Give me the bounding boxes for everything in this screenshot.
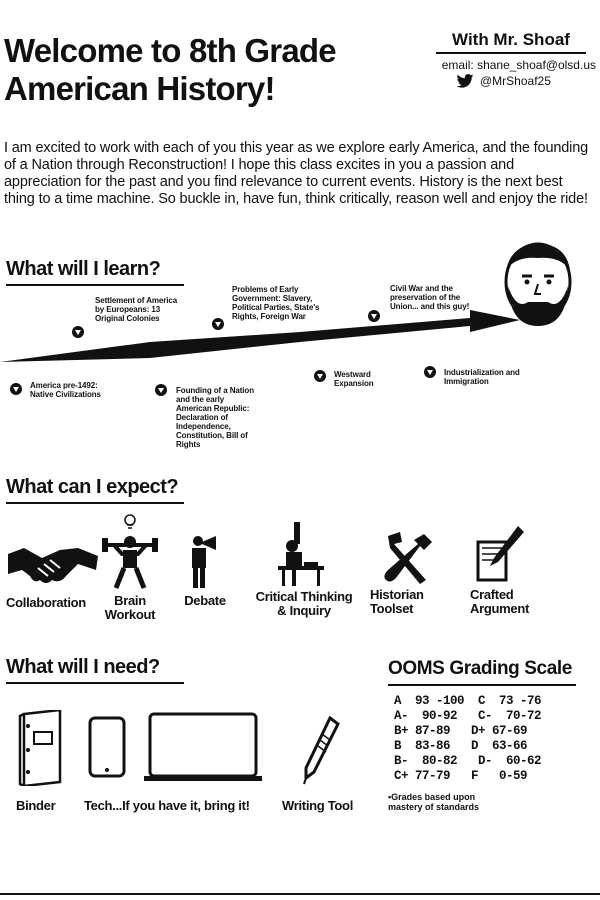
student-raising-hand-icon [278, 522, 324, 586]
timeline-marker-icon [72, 326, 84, 338]
title-line-1: Welcome to 8th Grade [4, 32, 336, 69]
timeline-marker-icon [368, 310, 380, 322]
need-binder: Binder [16, 798, 56, 813]
page-title [4, 32, 414, 108]
expect-crafted-argument: Crafted Argument [470, 587, 529, 616]
pen-paper-icon [476, 524, 526, 584]
lincoln-portrait-icon [488, 240, 588, 330]
megaphone-person-icon [188, 534, 224, 590]
timeline-marker-icon [155, 384, 167, 396]
grade-row: B- 80-82 D- 60-62 [394, 754, 542, 768]
twitter-handle-row [456, 74, 600, 88]
title-line-2: American History! [4, 70, 275, 107]
timeline-item-founding: Founding of a Nation and the early American Republic: Declaration of Independence, Constitution, Bill of Rights [176, 386, 254, 449]
timeline-item-colonies: Settlement of America by Europeans: 13 Original Colonies [95, 296, 178, 323]
grade-row: A- 90-92 C- 70-72 [394, 709, 542, 723]
grading-title: OOMS Grading Scale [388, 658, 572, 679]
grade-row: B+ 87-89 D+ 67-69 [394, 724, 528, 738]
need-heading-underline [6, 682, 184, 684]
intro-paragraph: I am excited to work with each of you this year as we explore early America, and the founding of a Nation through Reconstruction! I hope this class excites in you a passion and appreciation for the past and you find relevance to current events. History is the next best thing to a time machine. So buckle in, have fun, think critically, reason well and enjoy the ride! [4, 140, 589, 207]
grading-underline [388, 684, 576, 686]
expect-heading-underline [6, 502, 184, 504]
teacher-email: email: shane_shoaf@olsd.us [441, 58, 596, 72]
grading-table [394, 694, 541, 784]
twitter-bird-icon [456, 74, 474, 88]
expect-collaboration: Collaboration [6, 595, 86, 610]
learn-heading: What will I learn? [6, 258, 161, 280]
tools-icon [380, 530, 436, 586]
timeline-marker-icon [314, 370, 326, 382]
timeline-item-industrialization: Industrialization and Immigration [444, 368, 520, 386]
timeline-item-westward: Westward Expansion [334, 370, 374, 388]
need-writing-tool: Writing Tool [282, 798, 354, 813]
contact-block [420, 30, 600, 88]
grade-row: C+ 77-79 F 0-59 [394, 769, 528, 783]
grading-note-line-2: mastery of standards [388, 802, 480, 812]
timeline-marker-icon [212, 318, 224, 330]
expect-critical-thinking: Critical Thinking & Inquiry [255, 589, 353, 618]
expect-historian-toolset: Historian Toolset [370, 587, 424, 616]
page-bottom-rule [0, 893, 600, 895]
grade-row: B 83-86 D 63-66 [394, 739, 528, 753]
timeline-item-early-government: Problems of Early Government: Slavery, Political Parties, State's Rights, Foreign War [232, 285, 320, 321]
weightlifter-icon [102, 512, 158, 592]
expect-heading: What can I expect? [6, 476, 179, 498]
expect-brain-workout: Brain Workout [104, 593, 156, 622]
pencil-icon [300, 716, 340, 786]
handshake-icon [8, 540, 98, 590]
teacher-name: With Mr. Shoaf [436, 30, 586, 54]
grading-note-line-1: •Grades based upon [388, 792, 476, 802]
twitter-handle: @MrShoaf25 [480, 74, 551, 88]
binder-icon [18, 710, 66, 786]
timeline-item-pre-1492: America pre-1492: Native Civilizations [30, 381, 101, 399]
devices-icon [88, 712, 278, 784]
expect-debate: Debate [184, 593, 226, 608]
timeline-item-civil-war: Civil War and the preservation of the Union... and this guy! [390, 284, 470, 311]
grading-note [388, 792, 479, 812]
need-heading: What will I need? [6, 656, 160, 678]
timeline-marker-icon [424, 366, 436, 378]
timeline-marker-icon [10, 383, 22, 395]
need-tech: Tech...If you have it, bring it! [84, 798, 250, 813]
grade-row: A 93 -100 C 73 -76 [394, 694, 542, 708]
